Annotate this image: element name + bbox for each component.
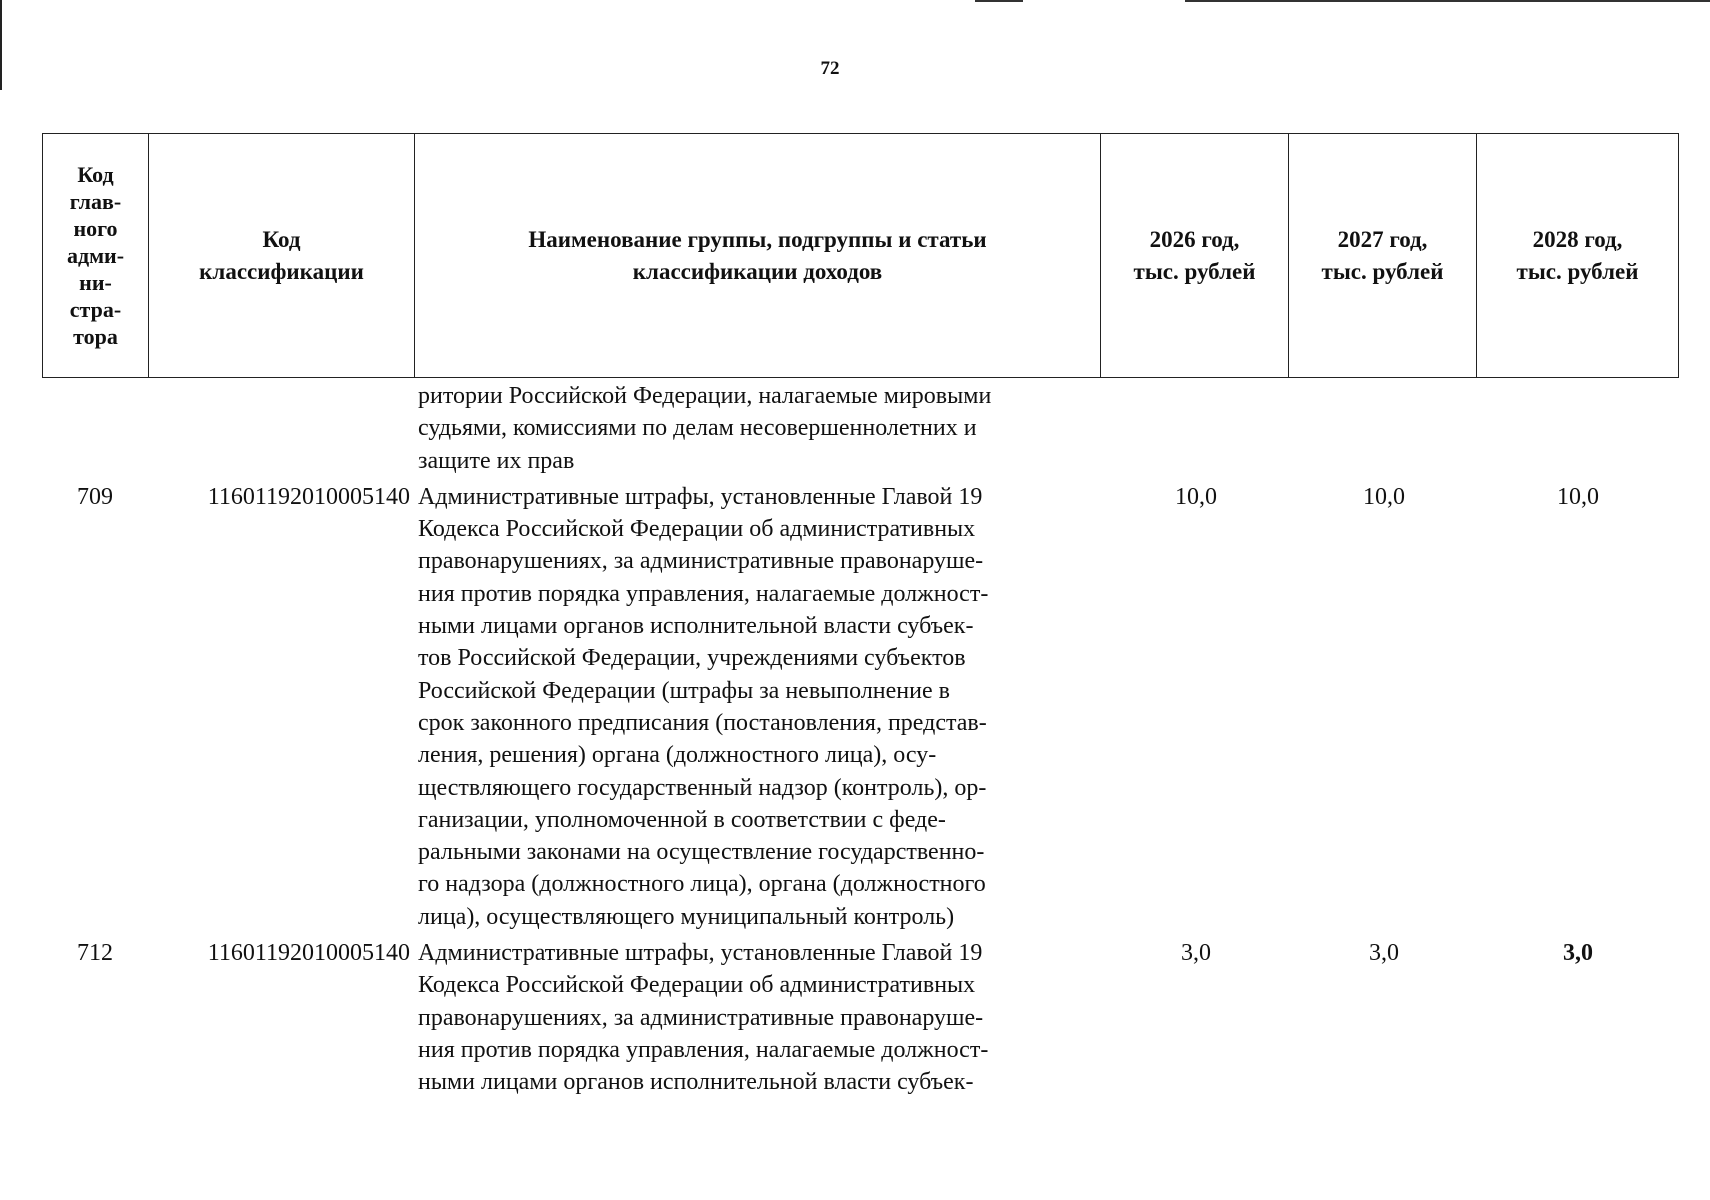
text-line: Кодекса Российской Федерации об административных [418, 972, 976, 999]
text-line: ральными законами на осуществление государственно- [418, 839, 985, 866]
text-line: Административные штрафы, установленные Главой 19 [418, 483, 983, 510]
text-line: Код [77, 162, 114, 187]
table-body [42, 380, 1678, 1099]
admin-code-cell: 712 [77, 940, 113, 967]
text-line: тора [73, 324, 118, 349]
text-line: Наименование группы, подгруппы и статьи [528, 226, 987, 252]
text-line: лица), осуществляющего муниципальный контроль) [418, 903, 955, 930]
classification-code-cell: 11601192010005140 [207, 483, 410, 510]
table-row [42, 481, 1678, 933]
page-number: 72 [820, 58, 840, 79]
text-line: 2028 год, [1532, 226, 1623, 252]
text-line: тов Российской Федерации, учреждениями субъектов [418, 645, 966, 672]
scan-artifact-line [1185, 0, 1710, 2]
admin-code-cell: 709 [77, 483, 113, 510]
text-line: го надзора (должностного лица), органа (должностного [418, 871, 986, 898]
text-line: срок законного предписания (постановления, представ- [418, 709, 987, 736]
value-2028-cell: 10,0 [1557, 483, 1599, 510]
header-year-2026 [1101, 134, 1289, 378]
text-line: правонарушениях, за административные правонаруше- [418, 1004, 984, 1031]
table-row [42, 937, 1678, 1098]
header-admin-code [43, 134, 149, 378]
text-line: ния против порядка управления, налагаемые должност- [418, 1036, 989, 1063]
text-line: Административные штрафы, установленные Главой 19 [418, 940, 983, 967]
text-line: глав- [69, 189, 122, 214]
text-line: защите их прав [418, 447, 575, 474]
value-2027-cell: 3,0 [1369, 940, 1399, 967]
text-line: тыс. рублей [1321, 258, 1444, 284]
text-line: Российской Федерации (штрафы за невыполнение в [418, 677, 950, 704]
value-2028-cell: 3,0 [1563, 940, 1593, 967]
table-header [42, 133, 1679, 378]
text-line: правонарушениях, за административные правонаруше- [418, 548, 984, 575]
text-line: Код [262, 226, 301, 252]
text-line: адми- [66, 243, 125, 268]
text-line: ганизации, уполномоченной в соответствии с феде- [418, 806, 946, 833]
income-name-cell [414, 380, 1102, 477]
text-line: ществляющего государственный надзор (контроль), ор- [418, 774, 987, 801]
scan-artifact-line [975, 0, 1023, 2]
classification-code-cell: 11601192010005140 [207, 940, 410, 967]
header-classification-code [149, 134, 415, 378]
text-line: ными лицами органов исполнительной власти субъек- [418, 613, 974, 640]
table-row [42, 380, 1678, 477]
text-line: судьями, комиссиями по делам несовершеннолетних и [418, 415, 977, 442]
income-name-cell [414, 937, 1102, 1098]
header-income-name [415, 134, 1101, 378]
text-line: Кодекса Российской Федерации об административных [418, 516, 976, 543]
header-year-2028 [1477, 134, 1679, 378]
header-year-2027 [1289, 134, 1477, 378]
value-2026-cell: 3,0 [1181, 940, 1211, 967]
text-line: классификации доходов [632, 258, 883, 284]
text-line: 2026 год, [1149, 226, 1240, 252]
text-line: ния против порядка управления, налагаемые должност- [418, 580, 989, 607]
text-line: ни- [79, 270, 112, 295]
text-line: ного [73, 216, 118, 241]
text-line: 2027 год, [1337, 226, 1428, 252]
income-name-cell [414, 481, 1102, 933]
value-2027-cell: 10,0 [1363, 483, 1405, 510]
text-line: тыс. рублей [1133, 258, 1256, 284]
text-line: ления, решения) органа (должностного лица), осу- [418, 742, 937, 769]
text-line: ными лицами органов исполнительной власти субъек- [418, 1069, 974, 1096]
text-line: ритории Российской Федерации, налагаемые мировыми [418, 383, 992, 409]
text-line: стра- [69, 297, 122, 322]
text-line: тыс. рублей [1516, 258, 1639, 284]
value-2026-cell: 10,0 [1175, 483, 1217, 510]
text-line: классификации [199, 258, 364, 284]
